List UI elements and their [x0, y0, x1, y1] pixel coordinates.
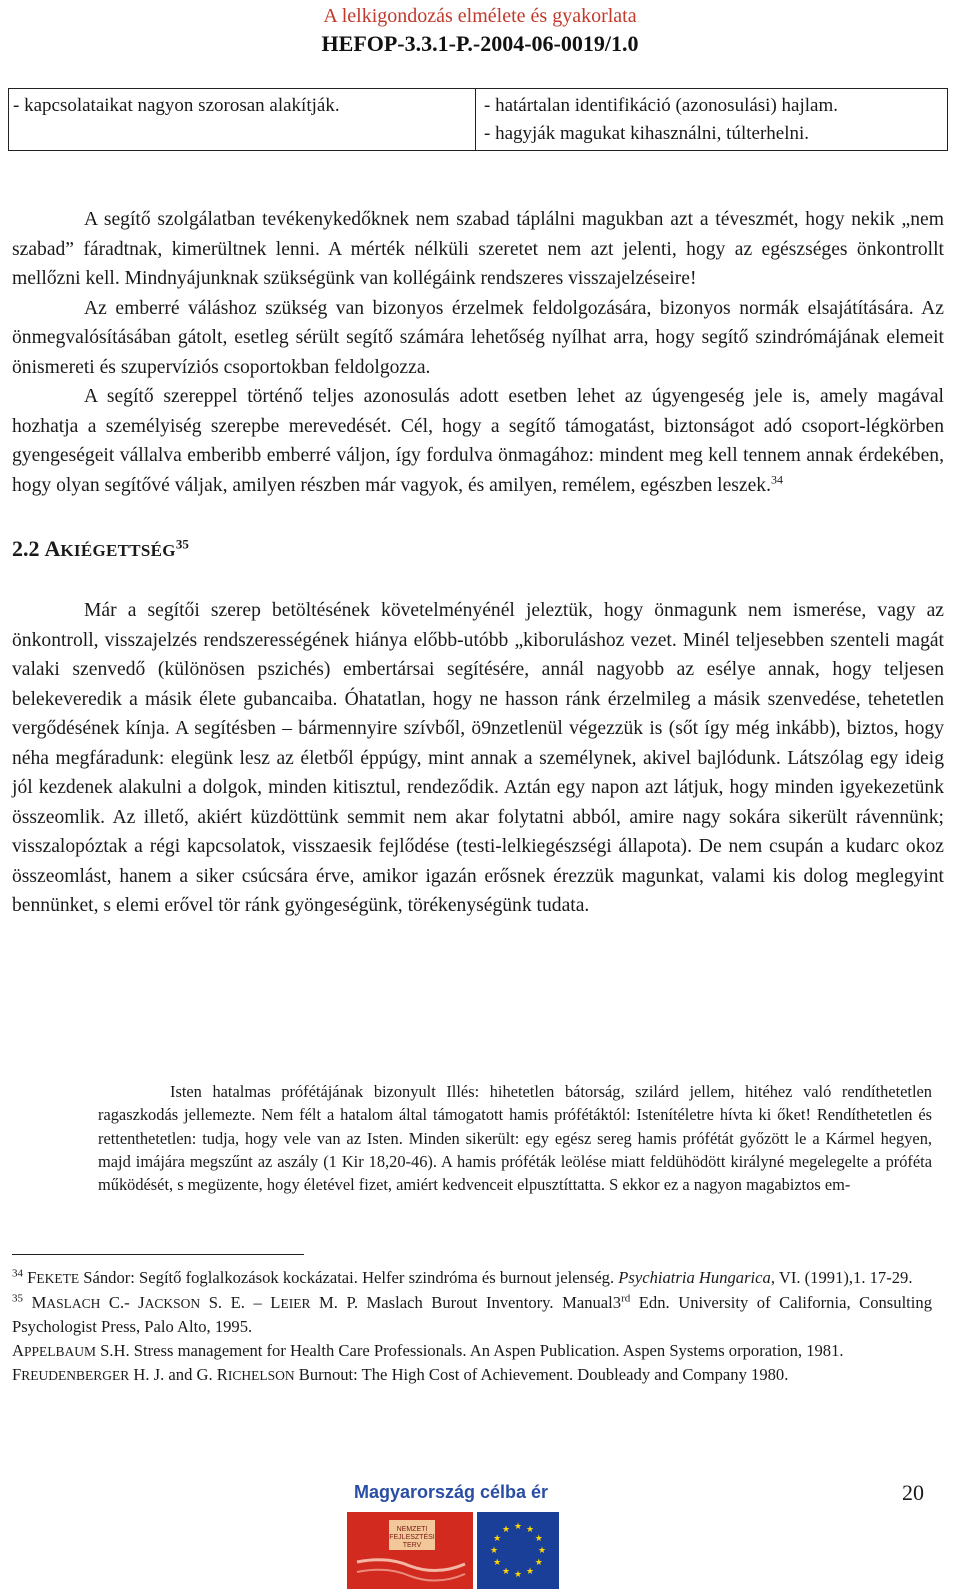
- footnotes: [12, 1266, 932, 1388]
- header-subtitle: A lelkigondozás elmélete és gyakorlata: [323, 5, 637, 27]
- eu-flag-logo: [477, 1512, 559, 1589]
- eu-star-icon: ★: [513, 1521, 523, 1531]
- header-project-code: HEFOP-3.3.1-P.-2004-06-0019/1.0: [321, 31, 639, 56]
- svg-text:TERV: TERV: [402, 1542, 422, 1549]
- eu-star-icon: ★: [489, 1545, 499, 1555]
- section-number: 2.2: [12, 536, 40, 561]
- paragraph-2: Az emberré váláshoz szükség van bizonyos érzelmek feldolgozására, bizonyos normák elsajátítására. Az önmegvalósításában gátolt, esetleg sérült segítő számára lehetőség nyílhat arra, hogy segítő szindrómájának elemeit önismereti és szupervíziós csoportokban feldolgozza.: [12, 297, 944, 378]
- footnote-34: $^{34}$ FEKETE Sándor: Segítő foglalkozások kockázatai. Helfer szindróma és burnout jelenség. Psychiatria Hungarica, VI. (1991),1. 17-29.: [12, 1267, 913, 1287]
- reference-freudenberger: FREUDENBERGER H. J. and G. RICHELSON Burnout: The High Cost of Achievement. Doubleady and Company 1980.: [12, 1365, 789, 1384]
- page-header: [0, 4, 960, 57]
- eu-star-icon: ★: [534, 1533, 543, 1543]
- eu-star-icon: ★: [501, 1524, 511, 1535]
- table-cell-right-line1: - határtalan identifikáció (azonosulási) hajlam.: [484, 95, 838, 116]
- eu-star-icon: ★: [525, 1565, 535, 1576]
- comparison-table: [8, 88, 948, 151]
- svg-text:NEMZETI: NEMZETI: [396, 1526, 428, 1533]
- eu-star-icon: ★: [537, 1545, 547, 1555]
- footnote-35: $^{35}$ MASLACH C.- JACKSON S. E. – LEIER M. P. Maslach Burout Inventory. Manual3rd Edn. University of California, Consulting Psychologist Press, Palo Alto, 1995.: [12, 1291, 932, 1336]
- eu-star-icon: ★: [525, 1524, 535, 1535]
- footnote-separator: [12, 1254, 304, 1255]
- table-row: [9, 89, 948, 151]
- footnote-ref-34: 34: [771, 471, 783, 486]
- indented-quote: Isten hatalmas prófétájának bizonyult Illés: hihetetlen bátorság, szilárd jellem, hitéhez való rendíthetetlen ragaszkodás jellemezte. Nem félt a hatalom által támogatott hamis prófétáktól: Istenítéletre hívta ki őket! Rendíthetetlen és rettenthetetlen: tudja, hogy vele van az Isten. Minden sikerült: egy egész sereg hamis prófétát győzött le a Kármel hegyen, majd imájára megszűnt az aszály (1 Kir 18,20-46). A hamis próféták leölése miatt feldühödött királyné megelegelte a próféta működését, s megüzente, hogy életével fizet, amiért kedvenceit elpusztíttatta. S ekkor ez a nagyon magabiztos em-: [98, 1082, 932, 1195]
- page-number: 20: [902, 1480, 924, 1505]
- section-heading: [12, 534, 944, 566]
- eu-star-icon: ★: [513, 1569, 523, 1579]
- magyarorszag-celba-er-logo: [345, 1478, 557, 1506]
- svg-text:Magyarország célba ér: Magyarország célba ér: [353, 1482, 549, 1502]
- eu-stars: [477, 1512, 559, 1589]
- nft-logo: [347, 1512, 473, 1589]
- section-title: KIÉGETTSÉG: [60, 541, 176, 560]
- paragraph-3: A segítő szereppel történő teljes azonosulás adott esetben lehet az úgyengeség jele is, amely magával hozhatja a személyiség szerepbe merevedését. Cél, hogy a segítő támogatást, biztonságot adó csoport-légkörben gyengeségeit vállalva emberibb emberré váljon, így fordulva önmagához: mindent meg kell tennem annak érdekében, hogy olyan segítővé váljak, amilyen részben már vagyok, és amilyen, remélem, egészben leszek.$^{34}$: [12, 386, 944, 496]
- section-paragraph: Már a segítői szerep betöltésének követelményénél jeleztük, hogy önmagunk nem ismerése, vagy az önkontroll, visszajelzés rendszerességének hiánya előbb-utóbb „kiboruláshoz vezet. Minél teljesebben szenteli magát valaki szenvedő (különösen pszichés) embertársai segítésére, annál nagyobb az esélye annak, hogy teljesen belekeveredik a másik élete gubancaiba. Óhatatlan, hogy ne hasson ránk érzelmileg a másik szenvedése, tehetetlen vergődésének kínja. A segítésben – bármennyire szívből, ö9nzetlenül végezzük is (sőt így még inkább), biztos, hogy néha megfáradunk: elegünk lesz az életből éppúgy, mint annak a személynek, akivel bajlódunk. Látszólag egy ideig jól kezdenek alakulni a dolgok, minden kitisztul, rendeződik. Aztán egy napon azt látjuk, hogy minden igyekezetünk összeomlik. Az illető, akiért küzdöttünk semmit nem akar folytatni abból, amire nagy sokára sikerült rávennünk; visszalopóztak a régi kapcsolatok, visszaesik fejlődése (testi-lelkiegészségi állapota). De nem csupán a kudarc okoz összeomlást, hanem a siker csúcsára érve, amikor igazán erősnek érezzük magunkat, valami kis dolog meglegyint bennünket, s elemi erővel tör ránk gyöngeségünk, törékenységünk tudata.: [12, 600, 944, 916]
- section-initial: A: [44, 536, 61, 561]
- paragraph-1: A segítő szolgálatban tevékenykedőknek nem szabad táplálni magukban azt a téveszmét, hogy nekik „nem szabad” fáradtnak, kimerültnek lenni. A mérték nélküli szeretet nem azt jelenti, hogy az egészséges önkontrollt mellőzni kell. Mindnyájunknak szükségünk van kollégáink rendszeres visszajelzéseire!: [12, 209, 944, 289]
- eu-star-icon: ★: [493, 1533, 502, 1543]
- table-cell-right: [476, 89, 948, 151]
- eu-star-icon: ★: [534, 1557, 543, 1567]
- footnote-ref-35: 35: [175, 536, 189, 552]
- main-text: [12, 205, 944, 921]
- table-cell-right-line2: - hagyják magukat kihasználni, túlterhelni.: [484, 123, 810, 144]
- nft-logo-graphic: [347, 1512, 473, 1589]
- table-cell-left: - kapcsolataikat nagyon szorosan alakítják.: [9, 89, 476, 151]
- eu-star-icon: ★: [501, 1565, 511, 1576]
- svg-text:FEJLESZTÉSI: FEJLESZTÉSI: [389, 1534, 435, 1541]
- eu-star-icon: ★: [493, 1557, 502, 1567]
- reference-appelbaum: APPELBAUM S.H. Stress management for Health Care Professionals. An Aspen Publication. Aspen Systems orporation, 1981.: [12, 1340, 844, 1360]
